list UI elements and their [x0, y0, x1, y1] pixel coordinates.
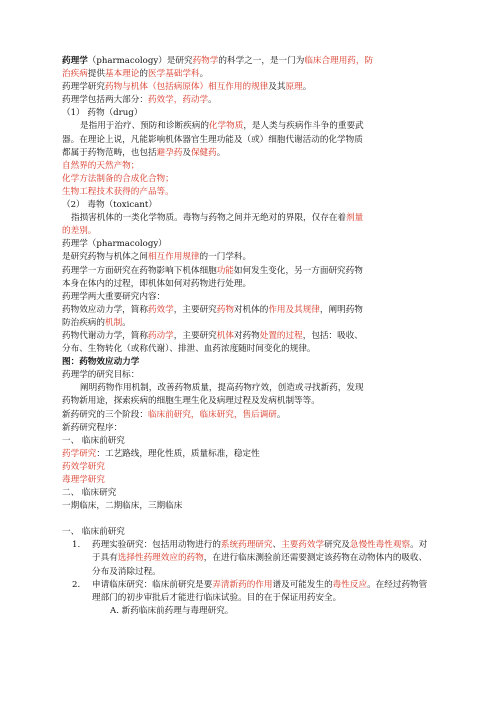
pharmacology-def-2: 药理学一方面研究在药物影响下机体细胞功能如何发生变化，另一方面研究药物	[62, 265, 363, 276]
intro-line-2: 治疾病提供基本理论的医学基础学科。	[62, 69, 209, 80]
section-clinical: 二、 临床研究	[62, 488, 117, 499]
pharmaceutical-research: 药学研究：工艺路线，理化性质，质量标准，稳定性	[62, 448, 260, 459]
pharmacology-def-3: 本身在体内的过程，即机体如何对药物进行处理。	[62, 278, 252, 289]
pharmacology-heading: 药理学（pharmacology）	[62, 239, 167, 250]
pharmacokinetics-2: 分布、生物转化（或称代谢）、排泄、血药浓度随时间变化的规律。	[62, 344, 316, 355]
list-text: 申请临床研究：临床前研究是要弄清新药的作用谱及可能发生的毒性反应。在经过药物管理部门的初步审批后才能进行临床试验。目的在于保证用药安全。	[92, 579, 428, 603]
document-body	[62, 55, 434, 618]
toxicant-definition-2: 的差别。	[62, 226, 97, 237]
pharmacodynamics-1: 药物效应动力学，简称药效学，主要研究药物对机体的作用及其规律，阐明药物	[62, 304, 363, 315]
research-content-heading: 药理学两大重要研究内容：	[62, 291, 166, 302]
toxicant-heading: （2） 毒物（toxicant）	[62, 200, 157, 211]
term-pharmacology: 药理学	[62, 56, 88, 66]
sub-item-a: A. 新药临床前药理与毒理研究。	[110, 605, 234, 616]
intro-line-1: 药理学（pharmacology）是研究药物学的科学之一，是一门为临床合理用药，防	[62, 56, 374, 66]
pharmacodynamic-research: 药效学研究	[62, 461, 105, 472]
list-number: 2.	[72, 579, 81, 590]
clinical-phases: 一期临床，二期临床，三期临床	[62, 501, 183, 512]
section-preclinical-2: 一、 临床前研究	[62, 527, 125, 538]
drug-heading: （1） 药物（drug）	[62, 108, 143, 119]
toxicant-definition-1: 指损害机体的一类化学物质。毒物与药物之间并无绝对的界限，仅存在着剂量	[71, 213, 364, 224]
new-drug-procedure: 新药研究程序：	[62, 422, 123, 433]
drug-source-3: 生物工程技术获得的产品等。	[62, 186, 174, 197]
blank-line	[62, 513, 434, 526]
intro-line-4: 药理学包括两大部分：药效学，药动学。	[62, 95, 217, 106]
pharmacology-def-1: 是研究药物与机体之间相互作用规律的一门学科。	[62, 252, 252, 263]
drug-definition-2: 器。在理论上说，凡能影响机体器官生理功能及（或）细胞代谢活动的化学物质	[62, 134, 363, 145]
drug-definition-3: 都属于药物范畴，也包括避孕药及保健药。	[62, 147, 226, 158]
research-goal-2: 药物新用途，探索疾病的细胞生理生化及病理过程及发病机制等等。	[62, 396, 320, 407]
figure-caption: 图：药物效应动力学	[62, 357, 140, 368]
research-goal-1: 阐明药物作用机制，改善药物质量，提高药物疗效，创造或寻找新药，发现	[80, 383, 364, 394]
pharmacokinetics-1: 药物代谢动力学，简称药动学，主要研究机体对药物处置的过程，包括：吸收、	[62, 330, 363, 341]
list-item	[62, 579, 434, 605]
list-text: 药理实验研究：包括用动物进行的系统药理研究、主要药效学研究及急慢性毒性观察。对于具有选择性药理效应的药物，在进行临床测验前还需要测定该药物在动物体内的吸收、分布及消除过程。	[92, 540, 428, 577]
drug-source-1: 自然界的天然产物；	[62, 160, 140, 171]
list-item	[62, 539, 434, 578]
section-preclinical: 一、 临床前研究	[62, 435, 125, 446]
drug-definition-1: 是指用于治疗、预防和诊断疾病的化学物质，是人类与疾病作斗争的重要武	[80, 121, 364, 132]
new-drug-stages: 新药研究的三个阶段：临床前研究，临床研究，售后调研。	[62, 409, 286, 420]
research-goal-heading: 药理学的研究目标：	[62, 370, 140, 381]
intro-line-3: 药理学研究药物与机体（包括病原体）相互作用的规律及其原理。	[62, 82, 312, 93]
drug-source-2: 化学方法制备的合成化合物；	[62, 173, 174, 184]
list-number: 1.	[72, 540, 81, 551]
toxicology-research: 毒理学研究	[62, 475, 105, 485]
pharmacodynamics-2: 防治疾病的机制。	[62, 317, 131, 328]
